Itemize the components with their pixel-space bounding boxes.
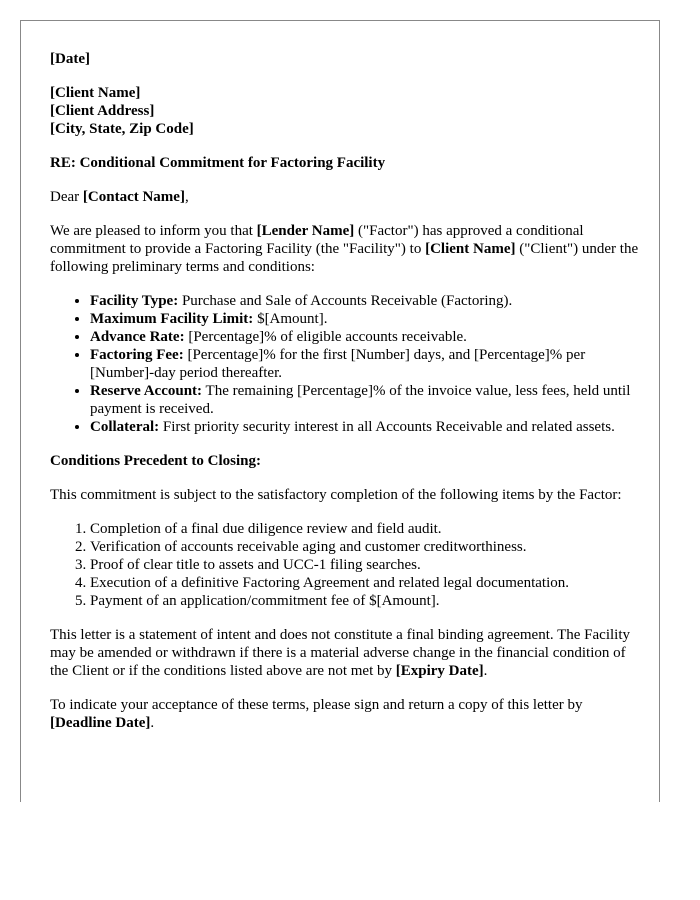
term-item: • Advance Rate: [Percentage]% of eligible accounts receivable. [90, 328, 640, 346]
conditions-intro: This commitment is subject to the satisfactory completion of the following items by the Factor: [50, 487, 622, 503]
intro-paragraph: We are pleased to inform you that [Lender Name] ("Factor") has approved a conditional commitment to provide a Factoring Facility (the "Facility") to [Client Name] ("Client") under the following preliminary terms and conditions: [50, 223, 639, 275]
condition-item: 3. Proof of clear title to assets and UCC-1 filing searches. [90, 556, 640, 574]
term-item: • Reserve Account: The remaining [Percentage]% of the invoice value, less fees, held until payment is received. [90, 382, 640, 418]
letter-body [50, 50, 640, 732]
re-line: RE: Conditional Commitment for Factoring Facility [50, 155, 386, 171]
client-address: [Client Address] [50, 103, 155, 119]
intro-client-name: [Client Name] [425, 241, 516, 257]
term-item: • Collateral: First priority security interest in all Accounts Receivable and related assets. [90, 418, 640, 436]
contact-name: [Contact Name] [82, 189, 185, 205]
condition-item: 4. Execution of a definitive Factoring Agreement and related legal documentation. [90, 574, 640, 592]
lender-name: [Lender Name] [256, 223, 355, 239]
expiry-date: [Expiry Date] [395, 663, 484, 679]
terms-list [50, 292, 640, 436]
term-item: • Maximum Facility Limit: $[Amount]. [90, 310, 640, 328]
deadline-date: [Deadline Date] [50, 715, 151, 731]
condition-item: 5. Payment of an application/commitment fee of $[Amount]. [90, 592, 640, 610]
conditions-list [50, 520, 640, 610]
letter-date: [Date] [50, 51, 90, 67]
statement-paragraph: This letter is a statement of intent and does not constitute a final binding agreement. The Facility may be amended or withdrawn if there is a material adverse change in the financial condition of the Client or if the conditions listed above are not met by [Expiry Date]. [50, 627, 630, 679]
acceptance-paragraph: To indicate your acceptance of these terms, please sign and return a copy of this letter by [Deadline Date]. [50, 697, 583, 731]
client-name: [Client Name] [50, 85, 141, 101]
letter-page [20, 20, 660, 802]
client-city: [City, State, Zip Code] [50, 121, 194, 137]
client-address-block [50, 84, 640, 138]
term-item: • Facility Type: Purchase and Sale of Accounts Receivable (Factoring). [90, 292, 640, 310]
term-item: • Factoring Fee: [Percentage]% for the first [Number] days, and [Percentage]% per [Number]-day period thereafter. [90, 346, 640, 382]
conditions-heading: Conditions Precedent to Closing: [50, 453, 261, 469]
salutation: Dear [Contact Name], [50, 189, 189, 205]
condition-item: 1. Completion of a final due diligence review and field audit. [90, 520, 640, 538]
condition-item: 2. Verification of accounts receivable aging and customer creditworthiness. [90, 538, 640, 556]
